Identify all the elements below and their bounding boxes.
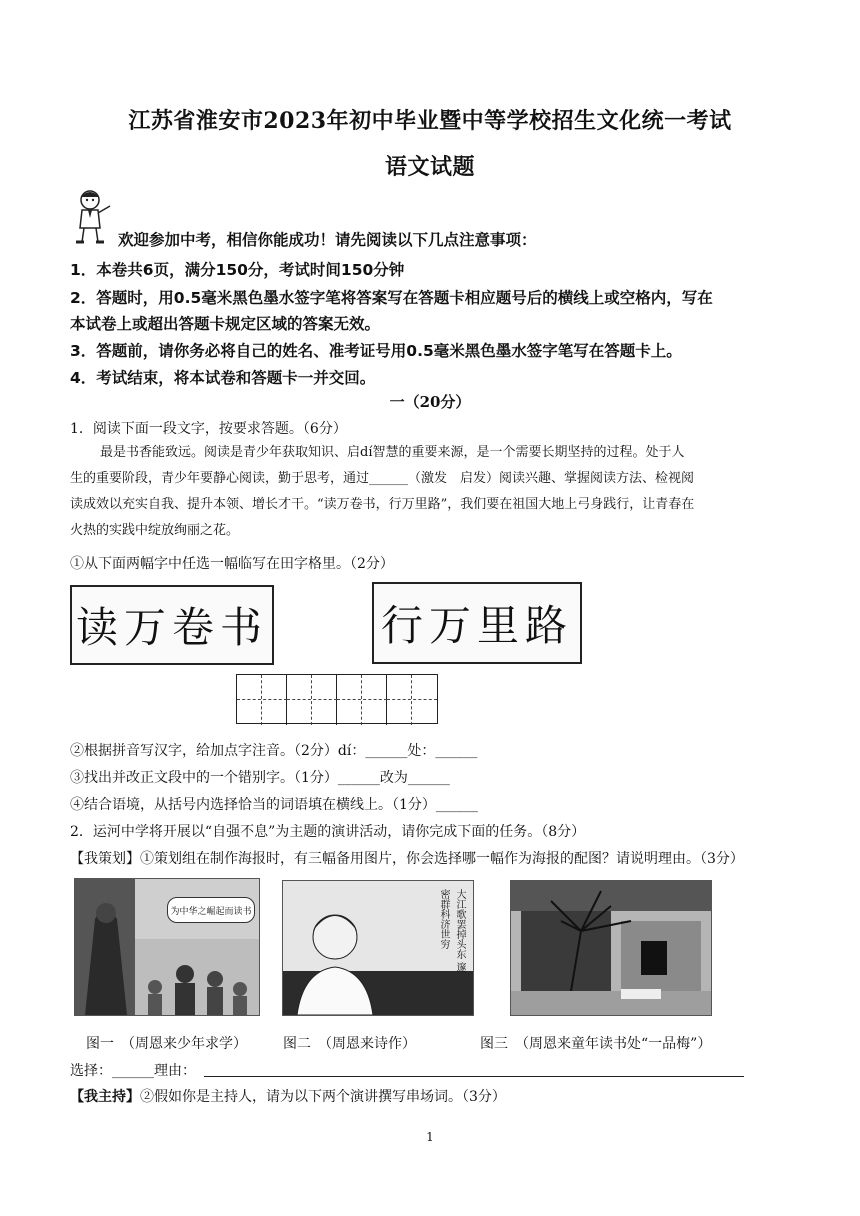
figure-2-poem: 大江歌罢掉头东 邃密群科济世穷	[438, 889, 465, 973]
host-tag: 【我主持】	[70, 1089, 140, 1105]
q1-passage-line-4: 火热的实践中绽放绚丽之花。	[70, 523, 240, 538]
notice-3: 3．答题前，请你务必将自己的姓名、准考证号用0.5毫米黑色墨水签字笔写在答题卡上。	[70, 342, 682, 360]
figure-1-caption: 图一 （周恩来少年求学）	[86, 1036, 247, 1052]
notice-4: 4．考试结束，将本试卷和答题卡一并交回。	[70, 369, 376, 387]
q2-stem: 2．运河中学将开展以“自强不息”为主题的演讲活动，请你完成下面的任务。（8分）	[70, 824, 586, 840]
q2-plan: 【我策划】①策划组在制作海报时，有三幅备用图片，你会选择哪一幅作为海报的配图？请说明理由。（3分）	[70, 851, 744, 867]
q1-passage-line-3: 读成效以充实自我、提升本领、增长才干。“读万卷书，行万里路”，我们要在祖国大地上弓身践行，让青春在	[70, 497, 695, 512]
exam-subtitle: 语文试题	[384, 154, 475, 180]
q1-passage-line-2: 生的重要阶段，青少年要静心阅读，勤于思考，通过______（激发 启发）阅读兴趣、掌握阅读方法、检视阅	[70, 471, 695, 486]
choice-prompt: 选择：______理由：	[70, 1063, 196, 1079]
welcome-text: 欢迎参加中考，相信你能成功！请先阅读以下几点注意事项：	[118, 231, 537, 249]
grid-cell[interactable]	[337, 675, 387, 725]
figure-1-sign: 为中华之崛起而读书	[167, 897, 255, 923]
notice-2-cont: 本试卷上或超出答题卡规定区域的答案无效。	[70, 315, 381, 333]
page-number: 1	[426, 1130, 434, 1144]
teacher-cartoon-icon	[70, 188, 116, 244]
figure-2-image	[282, 880, 474, 1016]
figure-2-caption: 图二 （周恩来诗作）	[283, 1036, 416, 1052]
figure-3-image	[510, 880, 712, 1016]
section-header: 一（20分）	[389, 393, 471, 411]
figure-1-image	[74, 878, 260, 1016]
q1-sub3: ③找出并改正文段中的一个错别字。（1分）______改为______	[70, 770, 450, 786]
host-prompt: ②假如你是主持人，请为以下两个演讲撰写串场词。（3分）	[140, 1089, 506, 1105]
notice-2: 2．答题时，用0.5毫米黑色墨水签字笔将答案写在答题卡相应题号后的横线上或空格内，写在	[70, 289, 713, 307]
grid-cell[interactable]	[237, 675, 287, 725]
q1-stem: 1．阅读下面一段文字，按要求答题。（6分）	[70, 421, 347, 437]
grid-cell[interactable]	[387, 675, 437, 725]
q1-sub1: ①从下面两幅字中任选一幅临写在田字格里。（2分）	[70, 556, 394, 572]
calligraphy-sample-2: 行万里路	[372, 582, 582, 664]
exam-title: 江苏省淮安市2023年初中毕业暨中等学校招生文化统一考试	[128, 108, 732, 134]
notice-1: 1．本卷共6页，满分150分，考试时间150分钟	[70, 261, 405, 279]
calligraphy-sample-1: 读万卷书	[70, 585, 274, 665]
tianzige-grid[interactable]	[236, 674, 438, 724]
reason-answer-line[interactable]	[204, 1076, 744, 1077]
figure-3-caption: 图三 （周恩来童年读书处“一品梅”）	[480, 1036, 712, 1052]
q1-passage-line-1: 最是书香能致远。阅读是青少年获取知识、启dí智慧的重要来源，是一个需要长期坚持的过程。处于人	[100, 445, 685, 460]
grid-cell[interactable]	[287, 675, 337, 725]
q1-sub4: ④结合语境，从括号内选择恰当的词语填在横线上。（1分）______	[70, 797, 478, 813]
q1-sub2: ②根据拼音写汉字，给加点字注音。（2分）dí：______处：______	[70, 743, 478, 759]
